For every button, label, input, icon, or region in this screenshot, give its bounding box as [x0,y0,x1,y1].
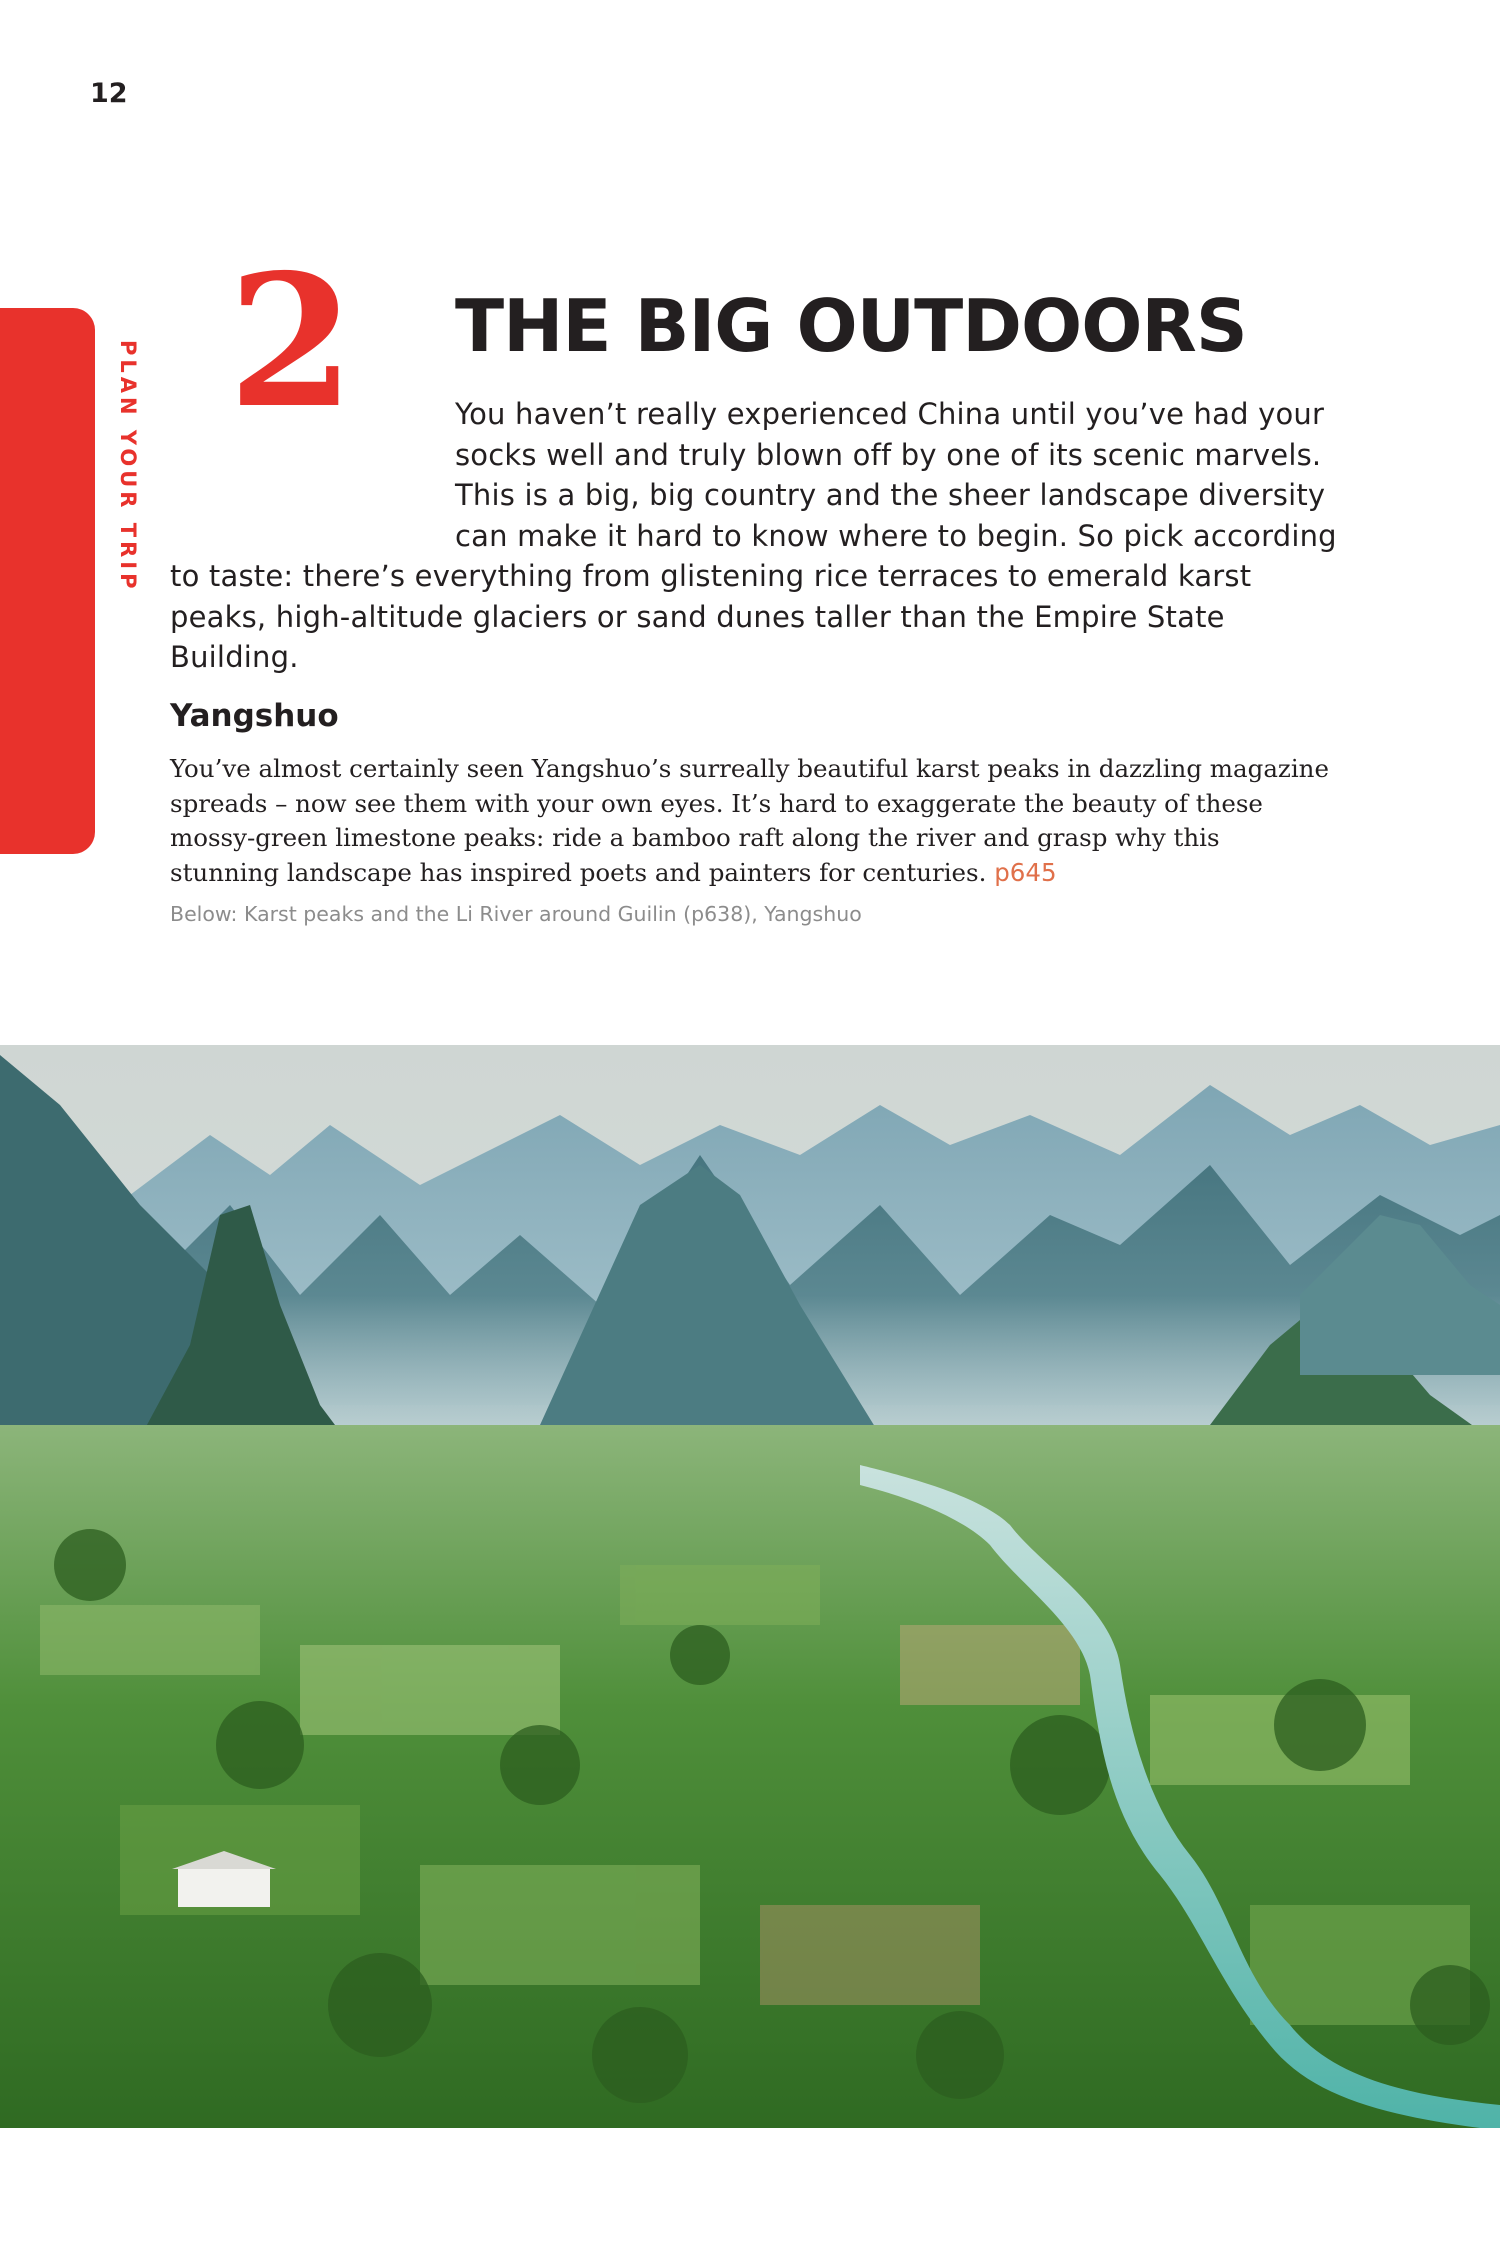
chapter-side-tab [0,308,95,854]
chapter-intro [170,394,1340,678]
chapter-number: 2 [228,234,355,448]
chapter-title: THE BIG OUTDOORS [455,284,1247,368]
karst-landscape-photo [0,1045,1500,2128]
intro-float-spacer [170,394,455,516]
chapter-intro-text: You haven’t really experienced China until you’ve had your socks well and truly blown off by one of its scenic marvels. This is a big, big country and the sheer landscape diversity can make it hard to know where to begin. So pick according to taste: there’s everything from glistening rice terraces to emerald karst peaks, high-altitude glaciers or sand dunes taller than the Empire State Building. [170,397,1337,674]
section-body-text: You’ve almost certainly seen Yangshuo’s surreally beautiful karst peaks in dazzling magazine spreads – now see them with your own eyes. It’s hard to exaggerate the beauty of these mossy-green limestone peaks: ride a bamboo raft along the river and grasp why this stunning landscape has inspired poets and painters for centuries. [170,754,1329,887]
page-number: 12 [90,78,128,109]
page-ref-link[interactable]: p645 [994,857,1057,887]
section-heading: Yangshuo [170,698,339,734]
side-label: PLAN YOUR TRIP [116,340,140,593]
photo-caption: Below: Karst peaks and the Li River around Guilin (p638), Yangshuo [170,902,862,926]
section-body [170,752,1330,890]
